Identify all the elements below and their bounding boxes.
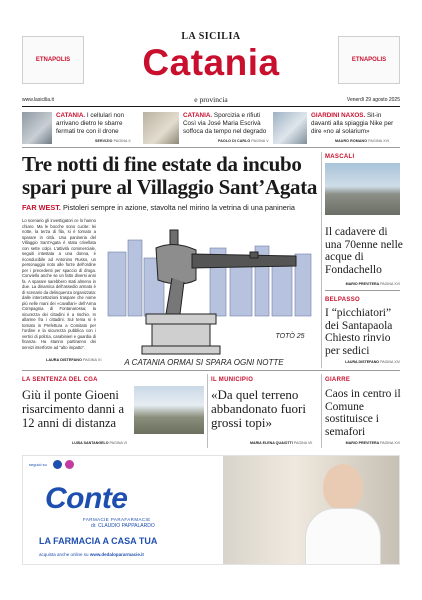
headline-mascali[interactable]: Il cadavere di una 70enne nelle acque di Fondachello	[325, 226, 403, 276]
headline-belpasso[interactable]: I “picchiatori” dei Santapaola Chiesto rinvio per sedici	[325, 307, 393, 357]
bottom-row-rule	[22, 370, 400, 371]
teaser-3[interactable]: GIARDINI NAXOS. Sit-in davanti alla spiaggia Nike per dire «no al solarium»	[311, 112, 394, 135]
teaser-1[interactable]: CATANIA. I cellulari non arrivano dietro le sbarre fermati tre con il drone	[56, 112, 125, 135]
headline-giarre[interactable]: Caos in centro il Comune sostituisce i semafori	[325, 388, 401, 438]
rule-mascali	[325, 290, 400, 291]
cartoon-caption: A CATANIA ORMAI SI SPARA OGNI NOTTE	[124, 358, 284, 367]
ad-website-link[interactable]: www.dedalopararmacie.it	[89, 552, 144, 557]
bottom-divider-2	[321, 374, 322, 448]
author-mascali: MARIO PREVITERA PAGINA XVI	[345, 282, 400, 286]
teaser-photo-1[interactable]	[22, 112, 52, 144]
side-ad-brand-left: ETNAPOLIS	[35, 56, 71, 63]
teaser-2[interactable]: CATANIA. Sporcizia e rifiuti Così via José Maria Escrivà soffoca da tempo nel degrado	[183, 112, 267, 135]
teaser-photo-2[interactable]	[143, 112, 179, 144]
section-label-municipio: IL MUNICIPIO	[211, 377, 254, 383]
ad-social-label: seguici su	[29, 462, 47, 467]
section-label-giarre: GIARRE	[325, 377, 351, 383]
author-giarre: MARIO PREVITERA PAGINA XVI	[345, 441, 400, 445]
section-label-cga: LA SENTENZA DEL CGA	[22, 377, 98, 383]
photo-ponte-gioeni[interactable]	[134, 386, 204, 434]
ad-website-line: acquista anche online su www.dedalopararmacie.it	[39, 552, 144, 557]
facebook-icon[interactable]	[53, 460, 62, 469]
ad-slogan: LA FARMACIA A CASA TUA	[39, 536, 158, 546]
masthead-rule	[22, 106, 400, 107]
cartoon-signature: TOTÒ 25	[275, 333, 305, 340]
ad-pharmacy-photo	[223, 456, 400, 565]
website-link[interactable]: www.lasicilia.it	[22, 97, 54, 103]
teaser-1-author: SERVIZIO PAGINA II	[95, 139, 131, 143]
side-ad-brand-right: ETNAPOLIS	[351, 56, 387, 63]
author-cga: LUISA SANTANGELO PAGINA VI	[72, 441, 128, 445]
headline-cga[interactable]: Giù il ponte Gioeni risarcimento danni a 12 anni di distanza	[22, 388, 125, 430]
teaser-rule	[22, 147, 400, 148]
ad-pharmacist-face	[323, 464, 363, 510]
headline-municipio[interactable]: «Da quel terreno abbandonato fuori grossi topi»	[211, 387, 306, 430]
edition-subtitle: e provincia	[194, 95, 228, 104]
ad-brand-logo: Conte	[45, 482, 128, 515]
dateline	[22, 95, 400, 105]
editorial-cartoon[interactable]	[100, 218, 318, 368]
newspaper-name: LA SICILIA	[181, 31, 241, 42]
main-byline: LAURA DISTEFANO PAGINA XI	[46, 358, 102, 362]
teaser-photo-3[interactable]	[273, 112, 307, 144]
instagram-icon[interactable]	[65, 460, 74, 469]
main-headline[interactable]: Tre notti di fine estate da incubo spari pure al Villaggio Sant’Agata	[22, 152, 318, 199]
photo-mascali[interactable]	[325, 163, 400, 215]
main-subheadline: FAR WEST. Pistoleri sempre in azione, stavolta nel mirino la vetrina di una panineria	[22, 203, 295, 212]
author-belpasso: LAURA DISTEFANO PAGINA XIV	[345, 360, 400, 364]
bottom-divider-1	[207, 374, 208, 448]
cartoon-pedestal	[142, 314, 220, 354]
pharmacy-advertisement[interactable]	[22, 455, 400, 565]
main-article-body: Lo scenario gli investigatori ce lo hanno chiaro. Ma le bocche sono cucite: lei notte, la terza di fila, si è tornato a sparare in città. Una panineria del Villaggio Sant’Agata è stata crivellata con sette colpi. L’attività commerciale, seguiti intestata a una donna, è riconducibile ad Antonino Russo, un personaggio noto alle forze dell’ordine per i precedenti per spaccio di droga. Conviello anche se un fatto diversi anni fa. A sparare sarebbero stati almeno in due. La dinamica dell’assedio armato è di scenario da delinquenza organizzata: dalle intercettazioni traspare che nome più nelle mani dei «cavallari» dell’Arma Compagnia di Fontanarossa; la sicurezza dei cittadini è a rischio. In allarme fra i cittadini. Sul tema si è tornato in Prefettura a Comitato per l’ordine e la sicurezza pubblica con i vertici di polizia, carabinieri e guardia di finanza. Ha stanno partiranno dei servizi interforze ad “alto impatto”.	[22, 218, 96, 350]
teaser-3-author: MAURO ROMANO PAGINA XVI	[335, 139, 390, 143]
ad-owner: dr. CLAUDIO PAPPALARDO	[91, 523, 155, 529]
ad-pharmacist-coat	[305, 508, 381, 565]
edition-title: Catania	[142, 42, 280, 83]
issue-date: Venerdì 29 agosto 2025	[346, 97, 400, 103]
section-label-belpasso: BELPASSO	[325, 297, 360, 303]
teaser-2-author: PAOLO DI CARLO PAGINA V	[218, 139, 269, 143]
column-divider-right	[321, 152, 322, 368]
section-label-mascali: MASCALI	[325, 154, 355, 160]
ad-tagline: FARMACIE PARAFARMACIE	[83, 517, 151, 522]
cartoon-skyline	[108, 240, 311, 316]
author-municipio: MARIA ELENA QUAIOTTI PAGINA VII	[250, 441, 313, 445]
